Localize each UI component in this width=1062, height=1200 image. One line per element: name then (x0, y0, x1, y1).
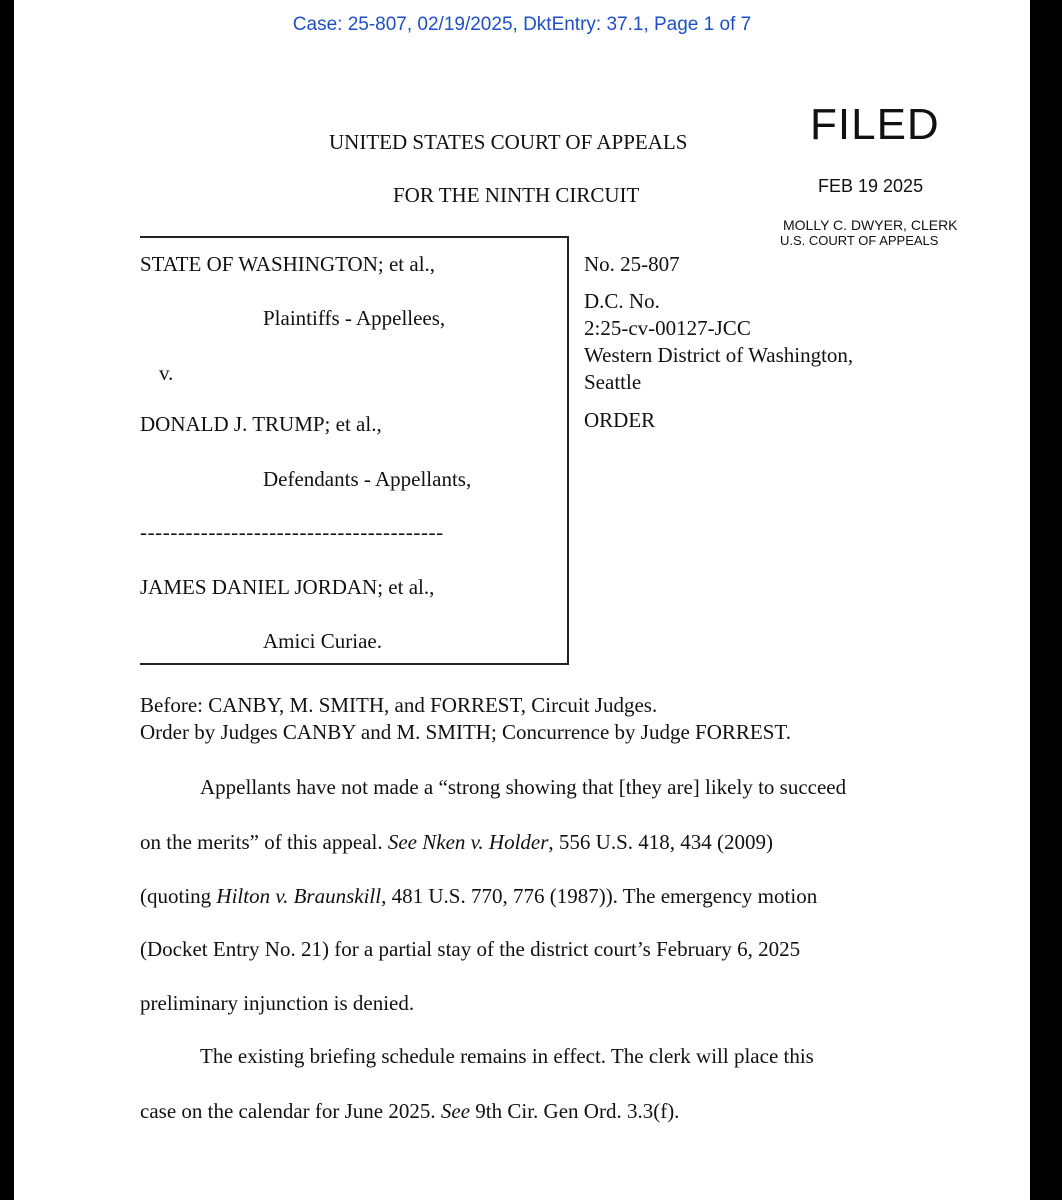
order-by: Order by Judges CANBY and M. SMITH; Concurrence by Judge FORREST. (140, 720, 791, 744)
plaintiffs-role: Plaintiffs - Appellees, (263, 306, 446, 330)
caption-bottom-rule (140, 663, 569, 665)
caption-divider (567, 236, 569, 664)
defendants-role: Defendants - Appellants, (263, 467, 472, 491)
caption-separator: ---------------------------------------- (140, 520, 444, 544)
versus: v. (159, 361, 174, 385)
filed-stamp: FILED (810, 100, 940, 149)
para2-line2: case on the calendar for June 2025. See 9th Cir. Gen Ord. 3.3(f). (140, 1099, 680, 1123)
amici-role: Amici Curiae. (263, 629, 382, 653)
before-judges: Before: CANBY, M. SMITH, and FORREST, Circuit Judges. (140, 693, 658, 717)
document-page (14, 0, 1030, 1200)
para1-line5: preliminary injunction is denied. (140, 991, 415, 1015)
citation-see: See (440, 1099, 471, 1123)
case-header: Case: 25-807, 02/19/2025, DktEntry: 37.1, Page 1 of 7 (292, 14, 752, 35)
para1-line2: on the merits” of this appeal. See Nken v. Holder, 556 U.S. 418, 434 (2009) (140, 830, 773, 854)
para1-line1: Appellants have not made a “strong showing that [they are] likely to succeed (200, 775, 847, 799)
party-amici: JAMES DANIEL JORDAN; et al., (140, 575, 435, 599)
clerk-name: MOLLY C. DWYER, CLERK (783, 217, 958, 233)
dc-number: 2:25-cv-00127-JCC (584, 316, 751, 340)
para2-line1: The existing briefing schedule remains in effect. The clerk will place this (200, 1044, 814, 1068)
clerk-court: U.S. COURT OF APPEALS (780, 233, 939, 248)
party-plaintiffs: STATE OF WASHINGTON; et al., (140, 252, 436, 276)
party-defendants: DONALD J. TRUMP; et al., (140, 412, 382, 436)
case-number: No. 25-807 (584, 252, 680, 276)
court-name: UNITED STATES COURT OF APPEALS (329, 130, 688, 154)
caption-top-rule (140, 236, 569, 238)
filed-date: FEB 19 2025 (818, 176, 924, 196)
document-type: ORDER (584, 408, 656, 432)
court-circuit: FOR THE NINTH CIRCUIT (393, 183, 640, 207)
para1-line4: (Docket Entry No. 21) for a partial stay of the district court’s February 6, 2025 (140, 937, 801, 961)
para1-line3: (quoting Hilton v. Braunskill, 481 U.S. 770, 776 (1987)). The emergency motion (140, 884, 818, 908)
dc-label: D.C. No. (584, 289, 660, 313)
citation-hilton: Hilton v. Braunskill (216, 884, 382, 908)
district-city: Seattle (584, 370, 642, 394)
citation-nken: See Nken v. Holder (387, 830, 549, 854)
district-name: Western District of Washington, (584, 343, 854, 367)
